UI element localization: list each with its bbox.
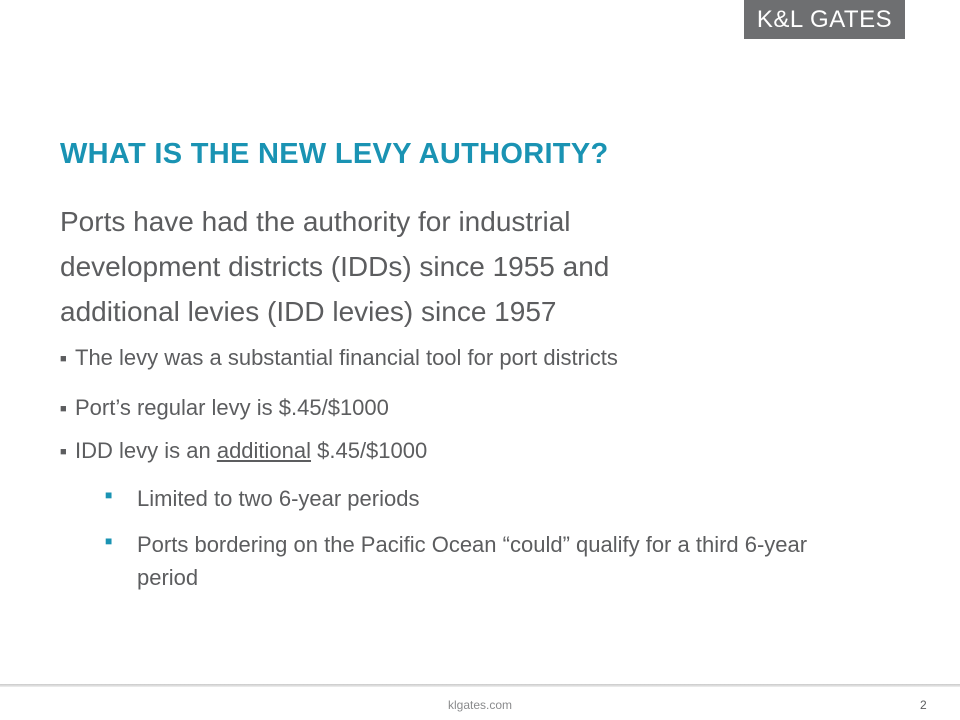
bullet-text: The levy was a substantial financial tool for port districts: [75, 345, 618, 370]
bullet-item: [60, 438, 427, 464]
square-bullet-icon: ■: [60, 446, 67, 458]
company-logo: K&L GATES: [744, 0, 905, 39]
lead-line: Ports have had the authority for industrial: [60, 206, 571, 237]
bullet-text: Port’s regular levy is $.45/$1000: [75, 395, 389, 420]
square-bullet-icon: ■: [60, 353, 67, 365]
lead-paragraph: [60, 199, 820, 334]
square-bullet-icon: ■: [60, 403, 67, 415]
bullet-text-pre: IDD levy is an: [75, 438, 217, 463]
bullet-item: [60, 395, 389, 421]
square-bullet-icon: ■: [105, 488, 113, 502]
sub-bullet-item: [105, 482, 907, 515]
page-number: 2: [920, 698, 927, 712]
bullet-text: [75, 438, 427, 464]
sub-bullet-text: Limited to two 6-year periods: [137, 486, 420, 511]
underlined-word: additional: [216, 438, 312, 463]
sub-bullet-item: [105, 528, 867, 594]
footer-divider: [0, 684, 960, 687]
bullet-text-post: $.45/$1000: [311, 438, 428, 463]
sub-bullet-text: Ports bordering on the Pacific Ocean “could” qualify for a third 6-year period: [137, 532, 808, 590]
bullet-item: [60, 345, 618, 371]
slide-title: WHAT IS THE NEW LEVY AUTHORITY?: [60, 138, 609, 170]
footer-url: klgates.com: [447, 698, 513, 712]
square-bullet-icon: ■: [105, 534, 113, 548]
lead-line: additional levies (IDD levies) since 1957: [60, 296, 557, 327]
lead-line: development districts (IDDs) since 1955 and: [60, 251, 610, 282]
